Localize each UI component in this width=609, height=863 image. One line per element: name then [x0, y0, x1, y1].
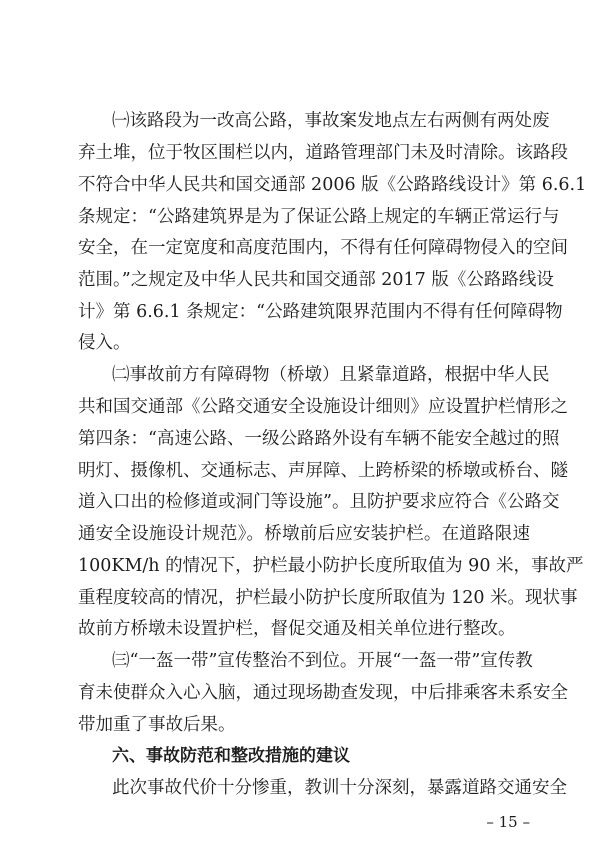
- paragraph-2-line-8: 重程度较高的情况，护栏最小防护长度所取值为 120 米。现状事: [78, 588, 578, 608]
- paragraph-2-line-5: 道入口出的检修道或洞门等设施”。且防护要求应符合《公路交: [78, 492, 560, 512]
- paragraph-2-line-4: 明灯、摄像机、交通标志、声屏障、上跨桥梁的桥墩或桥台、隧: [78, 461, 568, 481]
- paragraph-3-line-2: 育未使群众入心入脑，通过现场勘查发现，中后排乘客未系安全: [78, 683, 568, 703]
- paragraph-1-line-8: 侵入。: [78, 333, 131, 353]
- paragraph-1-line-4: 条规定：“公路建筑界是为了保证公路上规定的车辆正常运行与: [78, 207, 560, 227]
- paragraph-1-line-6: 范围。”之规定及中华人民共和国交通部 2017 版《公路路线设: [78, 270, 554, 290]
- paragraph-2-line-1: ㈡事故前方有障碍物（桥墩）且紧靠道路，根据中华人民: [112, 365, 550, 385]
- paragraph-1-line-1: ㈠该路段为一改高公路，事故案发地点左右两侧有两处废: [112, 111, 550, 131]
- paragraph-3-line-1: ㈢“一盔一带”宣传整治不到位。开展“一盔一带”宣传教: [112, 651, 533, 671]
- paragraph-1-line-3: 不符合中华人民共和国交通部 2006 版《公路路线设计》第 6.6.1: [78, 175, 587, 195]
- paragraph-1-line-5: 安全，在一定宽度和高度范围内，不得有任何障碍物侵入的空间: [78, 238, 568, 258]
- page-number: – 15 –: [486, 813, 530, 831]
- paragraph-3-line-3: 带加重了事故后果。: [78, 715, 236, 735]
- paragraph-2-line-3: 第四条：“高速公路、一级公路路外设有车辆不能安全越过的照: [78, 429, 560, 449]
- section-heading: 六、事故防范和整改措施的建议: [112, 746, 350, 766]
- paragraph-1-line-7: 计》第 6.6.1 条规定：“公路建筑限界范围内不得有任何障碍物: [78, 302, 563, 322]
- paragraph-2-line-6: 通安全设施设计规范》。桥墩前后应安装护栏。在道路限速: [78, 524, 530, 544]
- paragraph-1-line-2: 弃土堆，位于牧区围栏以内，道路管理部门未及时清除。该路段: [78, 143, 568, 163]
- paragraph-2-line-7: 100KM/h 的情况下，护栏最小防护长度所取值为 90 米，事故严: [78, 556, 584, 576]
- paragraph-2-line-9: 故前方桥墩未设置护栏，督促交通及相关单位进行整改。: [78, 619, 516, 639]
- paragraph-2-line-2: 共和国交通部《公路交通安全设施设计细则》应设置护栏情形之: [78, 397, 568, 417]
- paragraph-4-line-1: 此次事故代价十分惨重，教训十分深刻，暴露道路交通安全: [112, 778, 567, 798]
